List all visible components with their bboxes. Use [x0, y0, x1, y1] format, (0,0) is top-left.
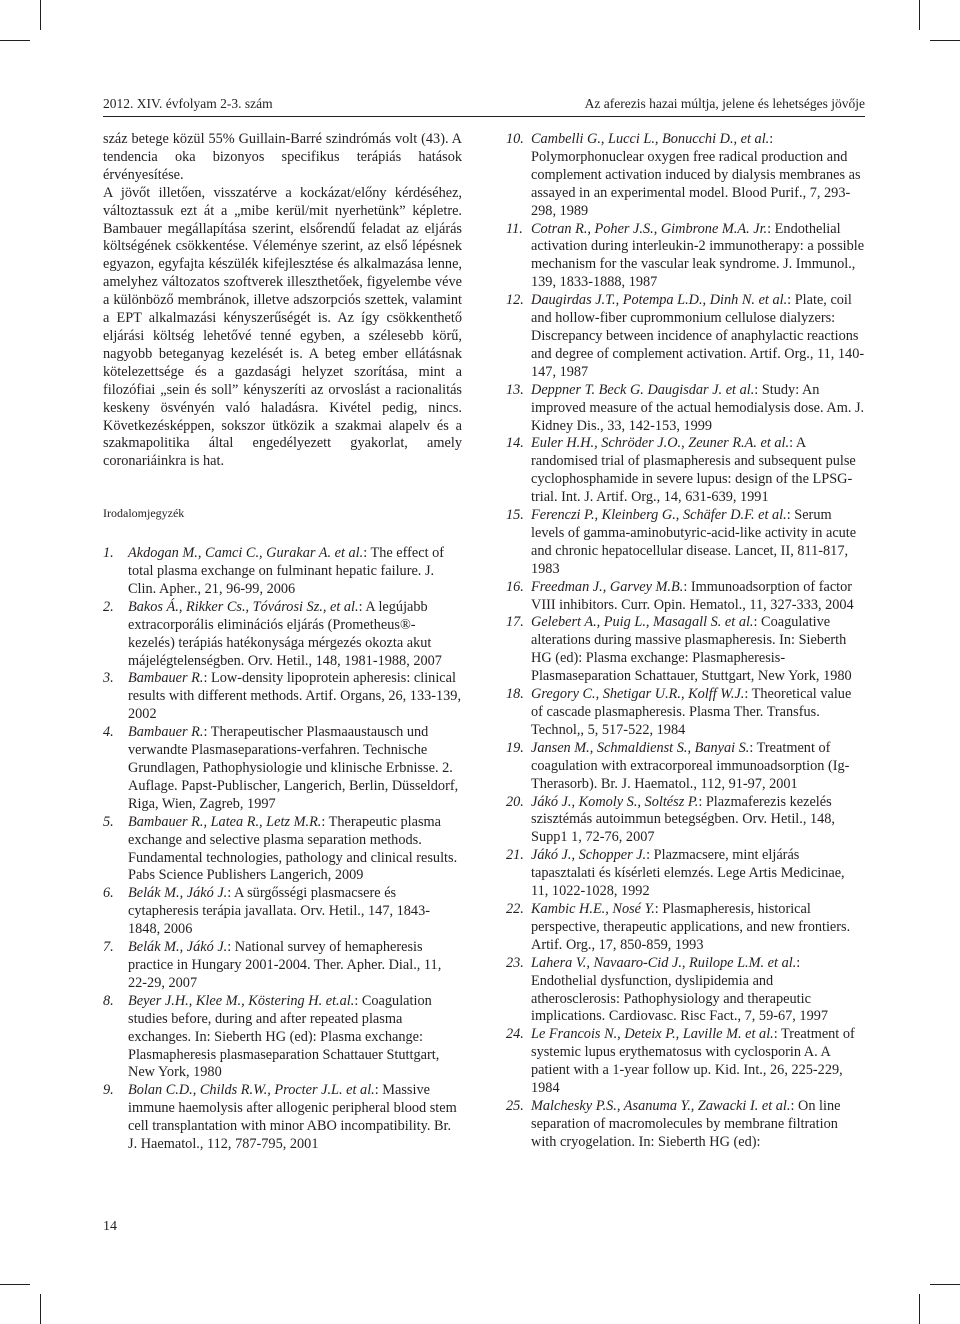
reference-item: [506, 614, 865, 686]
reference-authors: Deppner T. Beck G. Daugisdar J. et al.: [531, 381, 755, 398]
crop-mark: [0, 40, 30, 41]
reference-text: : The effect of total plasma exchange on fulminant hepatic failure. J. Clin. Apher., 21, 96-99, 2006: [128, 545, 445, 597]
running-header: [103, 96, 865, 117]
references-heading: Irodalomjegyzék: [103, 506, 185, 521]
reference-item: [103, 545, 462, 599]
reference-item: [103, 814, 462, 886]
reference-authors: Lahera V., Navaaro-Cid J., Ruilope L.M. et al.: [531, 954, 797, 971]
reference-authors: Gelebert A., Puig L., Masagall S. et al.: [531, 614, 754, 631]
reference-authors: Bakos Á., Rikker Cs., Tóvárosi Sz., et al.: [128, 598, 359, 615]
reference-number: 22.: [506, 900, 524, 917]
reference-item: [506, 847, 865, 901]
reference-number: 23.: [506, 954, 524, 971]
reference-text: : On line separation of macromolecules by membrane filtration with cryogelation. In: Sieberth HG (ed):: [531, 1097, 841, 1150]
crop-mark: [0, 1284, 30, 1285]
reference-text: : Coagulative alterations during massive plasmapheresis. In: Sieberth HG (ed): Plasma exchange: Plasmapheresis-Plasmaseparation Schattauer, Stuttgart, New York, 1980: [531, 614, 852, 685]
crop-mark: [930, 1284, 960, 1285]
journal-issue: 2012. XIV. évfolyam 2-3. szám: [103, 96, 273, 111]
reference-authors: Cambelli G., Lucci L., Bonucchi D., et al.: [531, 131, 770, 147]
reference-number: 14.: [506, 435, 524, 452]
page-number: 14: [103, 1219, 117, 1234]
reference-item: [506, 292, 865, 382]
reference-text: : National survey of hemapheresis practice in Hungary 2001-2004. Ther. Apher. Dial., 11, 22-29, 2007: [128, 939, 442, 991]
reference-text: : Treatment of systemic lupus erythematosus with cyclosporin A. A patient with a 1-year follow up. Kid. Int., 26, 225-229, 1984: [531, 1026, 855, 1097]
reference-text: : A legújabb extracorporális eliminációs eljárás (Prometheus®-kezelés) terápiás hatékonysága mérgezés okozta akut májelégtelenségben. Orv. Hetil., 148, 1981-1988, 2007: [128, 598, 442, 669]
reference-item: [506, 1098, 865, 1152]
crop-mark: [40, 1294, 41, 1324]
reference-authors: Jákó J., Komoly S., Soltész P.: [531, 793, 699, 810]
reference-item: [506, 131, 865, 221]
reference-authors: Cotran R., Poher J.S., Gimbrone M.A. Jr.: [531, 220, 768, 237]
reference-text: : Theoretical value of cascade plasmapheresis. Plasma Ther. Transfus. Technol,, 5, 517-522, 1984: [531, 686, 852, 738]
reference-text: : A sürgősségi plasmacsere és cytapheresis terápia javallata. Orv. Hetil., 147, 1843-1848, 2006: [128, 885, 430, 938]
reference-item: [103, 939, 462, 993]
reference-number: 7.: [103, 939, 114, 956]
reference-authors: Belák M., Jákó J.: [128, 885, 228, 902]
body-paragraph: száz betege közül 55% Guillain-Barré szindrómás volt (43). A tendencia oka bizonyos specifikus terápiás hatások érvényesítése.: [103, 131, 462, 183]
reference-number: 13.: [506, 381, 524, 398]
reference-number: 8.: [103, 992, 114, 1009]
reference-item: [506, 382, 865, 436]
reference-item: [103, 993, 462, 1083]
reference-authors: Daugirdas J.T., Potempa L.D., Dinh N. et al.: [531, 292, 788, 309]
reference-number: 17.: [506, 614, 524, 631]
reference-text: : A randomised trial of plasmapheresis and subsequent pulse cyclophosphamide in severe lupus: design of the LPSG-trial. Int. J. Artif. Org., 14, 631-639, 1991: [531, 435, 856, 506]
reference-item: [506, 579, 865, 615]
reference-number: 6.: [103, 885, 114, 902]
reference-number: 11.: [506, 220, 523, 237]
reference-text: : Plate, coil and hollow-fiber cuprommonium cellulose dialyzers: Discrepancy between incidence of anaphylactic reactions and degree of complement activation. Artif. Org., 11, 140-147, 1987: [531, 292, 865, 380]
reference-authors: Gregory C., Shetigar U.R., Kolff W.J.: [531, 686, 745, 703]
reference-authors: Malchesky P.S., Asanuma Y., Zawacki I. et al.: [531, 1097, 791, 1114]
reference-text: : Study: An improved measure of the actual hemodialysis dose. Am. J. Kidney Dis., 33, 142-153, 1999: [531, 381, 865, 434]
reference-number: 21.: [506, 847, 524, 864]
reference-authors: Akdogan M., Camci C., Gurakar A. et al.: [128, 545, 364, 562]
reference-authors: Bambauer R., Latea R., Letz M.R.: [128, 813, 322, 830]
reference-authors: Kambic H.E., Nosé Y.: [531, 900, 655, 917]
crop-mark: [40, 0, 41, 30]
reference-number: 20.: [506, 793, 524, 810]
reference-list: [103, 545, 462, 1154]
reference-authors: Bambauer R.: [128, 670, 204, 687]
crop-mark: [919, 0, 920, 30]
reference-authors: Ferenczi P., Kleinberg G., Schäfer D.F. et al.: [531, 507, 787, 524]
reference-item: [506, 221, 865, 293]
reference-authors: Freedman J., Garvey M.B.: [531, 578, 684, 595]
reference-item: [103, 1082, 462, 1154]
reference-item: [506, 794, 865, 848]
reference-number: 15.: [506, 507, 524, 524]
reference-text: : Massive immune haemolysis after allogenic peripheral blood stem cell transplantation with minor ABO incompatibility. Br. J. Haematol., 112, 787-795, 2001: [128, 1082, 457, 1153]
reference-item: [506, 1026, 865, 1098]
reference-item: [506, 740, 865, 794]
left-column: [103, 131, 462, 1154]
reference-text: : Plazmaferezis kezelés szisztémás autoimmun betegségben. Orv. Hetil., 148, Supp1 1, 72-76, 2007: [531, 793, 836, 846]
reference-number: 12.: [506, 292, 524, 309]
body-paragraph: A jövőt illetően, visszatérve a kockázat/előny kérdéséhez, változtassuk ezt át a „mibe kerül/mit nyerhetünk” képletre. Bambauer megállapítása szerint, elsőrendű feladat az eljárás költségének csökkentése. Véleménye szerint, az első lépésnek egyazon, egyfajta készülék kifejlesztése és alkalmazása lenne, amelyhez változatos szoftverek illeszthetőek, figyelembe véve a különböző membránok, illetve adszorpciós szettek, valamint a EPT alkalmazási kényszerűségét is. Az így csökkenthető eljárási költség lehetővé tenné egyben, a szélesebb körű, nagyobb beteganyag kezelését is. A beteg ember ellátásnak kötelezettsége és a gazdasági helyzet szorítása, mint a filozófiai „sein és soll” kényszeríti az orvoslást a racionalitás keskeny ösvényén való haladásra. Kivétel pedig, nincs. Következésképpen, sokszor ütközik a szakmai alapelv és a szakmapolitika által engedélyezett gyakorlat, amely coronariáinkra is hat.: [103, 184, 462, 470]
reference-number: 25.: [506, 1097, 524, 1114]
reference-text: : Coagulation studies before, during and after repeated plasma exchanges. In: Sieberth HG (ed): Plasma exchange: Plasmapheresis plasmaseparation Schattauer Stuttgart, New York, 1980: [128, 992, 440, 1081]
reference-text: : Therapeutic plasma exchange and selective plasma separation methods. Fundamental technologies, pathology and clinical results. Pabs Science Publishers Langerich, 2009: [128, 813, 458, 884]
reference-item: [506, 686, 865, 740]
reference-text: : Immunoadsorption of factor VIII inhibitors. Curr. Opin. Hematol., 11, 327-333, 2004: [531, 578, 854, 613]
reference-text: : Serum levels of gamma-aminobutyric-acid-like activity in acute and chronic hepatocellular disease. Lancet, II, 811-817, 1983: [531, 507, 857, 577]
crop-mark: [919, 1294, 920, 1324]
reference-number: 10.: [506, 131, 524, 147]
reference-number: 2.: [103, 598, 114, 615]
reference-authors: Bambauer R.: [128, 724, 204, 741]
reference-item: [506, 507, 865, 579]
reference-text: : Treatment of coagulation with extracorporeal immunoadsorption (Ig-Therasorb). Br. J. Haematol., 112, 91-97, 2001: [531, 739, 850, 792]
reference-authors: Jansen M., Schmaldienst S., Banyai S.: [531, 739, 750, 756]
reference-text: : Therapeutischer Plasmaaustausch und verwandte Plasmaseparations-verfahren. Technische Grundlagen, Pathophysiologie und klinische Erbnisse. 2. Auflage. Papst-Publischer, Langerich, Berlin, Düsseldorf, Riga, Wien, Zagreb, 1997: [128, 724, 459, 812]
reference-text: : Polymorphonuclear oxygen free radical production and complement activation induced by dialysis membranes as assayed in an experimental model. Blood Purif., 7, 293-298, 1989: [531, 131, 861, 219]
reference-number: 5.: [103, 813, 114, 830]
reference-authors: Euler H.H., Schröder J.O., Zeuner R.A. et al.: [531, 435, 790, 452]
reference-number: 9.: [103, 1082, 114, 1099]
reference-item: [103, 599, 462, 671]
reference-text: : Endothelial activation during interleukin-2 immunotherapy: a possible mechanism for the vascular leak syndrome. J. Immunol., 139, 1833-1888, 1987: [531, 220, 865, 291]
reference-list: [506, 131, 865, 1152]
reference-item: [506, 435, 865, 507]
reference-number: 1.: [103, 545, 114, 562]
reference-text: : Plazmacsere, mint eljárás tapasztalati és kísérleti elemzés. Lege Artis Medicinae, 11, 1022-1028, 1992: [531, 847, 845, 900]
reference-item: [506, 955, 865, 1027]
reference-authors: Belák M., Jákó J.: [128, 939, 228, 956]
reference-number: 19.: [506, 739, 524, 756]
reference-text: : Endothelial dysfunction, dyslipidemia and atherosclerosis: Pathophysiology and therapeutic implications. Cardiovasc. Risc Fact., 7, 59-67, 1997: [531, 954, 829, 1025]
reference-authors: Beyer J.H., Klee M., Köstering H. et.al.: [128, 992, 355, 1009]
reference-item: [103, 885, 462, 939]
right-column: [506, 131, 865, 1152]
reference-number: 24.: [506, 1026, 524, 1043]
reference-item: [506, 901, 865, 955]
crop-mark: [930, 40, 960, 41]
reference-text: : Low-density lipoprotein apheresis: clinical results with different methods. Artif. Organs, 26, 133-139, 2002: [128, 670, 462, 723]
reference-authors: Bolan C.D., Childs R.W., Procter J.L. et al.: [128, 1082, 375, 1099]
reference-text: : Plasmapheresis, historical perspective, therapeutic applications, and new frontiers. Artif. Org., 17, 850-859, 1993: [531, 900, 851, 953]
reference-number: 18.: [506, 686, 524, 703]
article-title: Az aferezis hazai múltja, jelene és lehetséges jövője: [584, 96, 865, 111]
reference-authors: Le Francois N., Deteix P., Laville M. et al.: [531, 1026, 774, 1043]
reference-number: 3.: [103, 670, 114, 687]
reference-authors: Jákó J., Schopper J.: [531, 847, 647, 864]
reference-number: 4.: [103, 724, 114, 741]
reference-item: [103, 724, 462, 814]
reference-item: [103, 670, 462, 724]
reference-number: 16.: [506, 578, 524, 595]
